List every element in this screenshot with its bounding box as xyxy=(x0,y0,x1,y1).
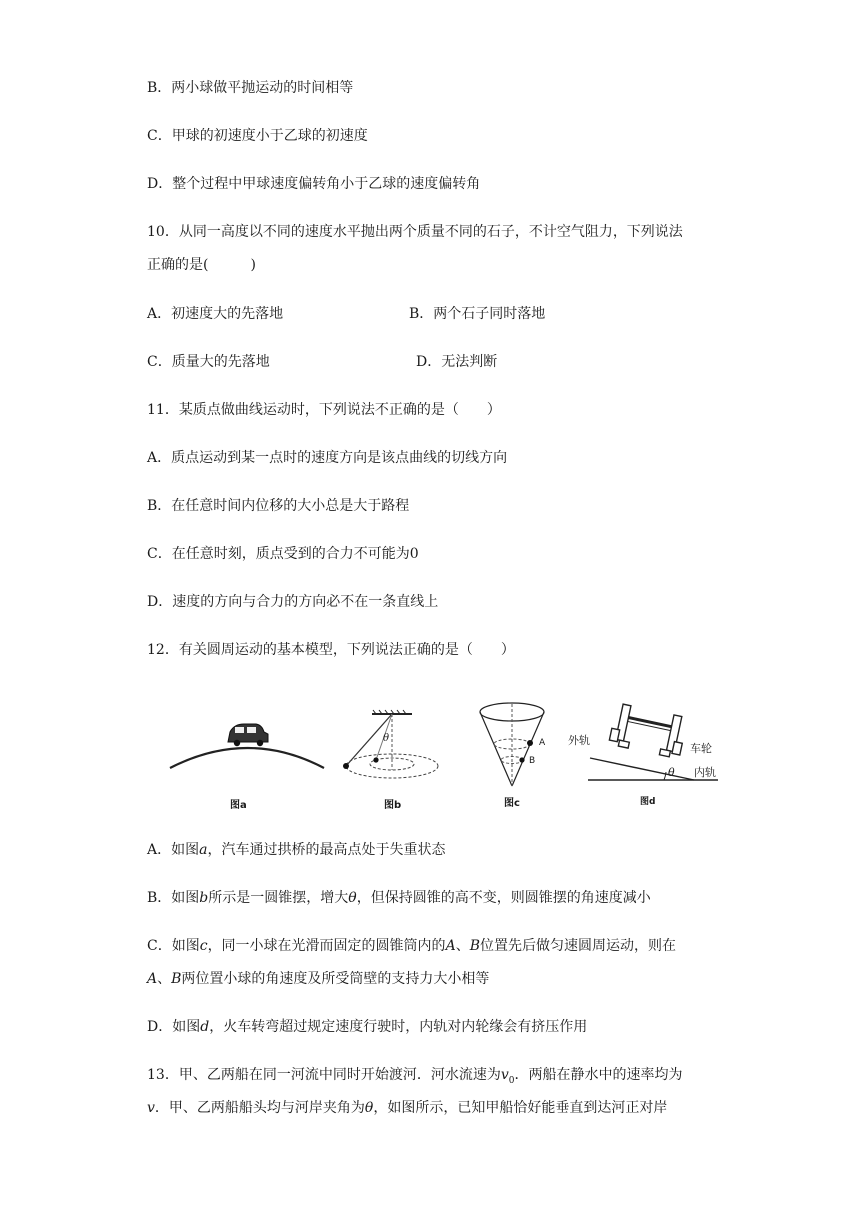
q13-v0: v xyxy=(500,1067,509,1083)
q12c2-text: 两位置小球的角速度及所受筒壁的支持力大小相等 xyxy=(181,971,490,987)
q13-stem-line1 xyxy=(147,1064,682,1086)
q12-option-c-line1 xyxy=(147,935,676,955)
q13-stem-line2 xyxy=(147,1097,667,1117)
q12-option-a xyxy=(147,839,445,859)
q10-option-c: C．质量大的先落地 xyxy=(147,354,270,370)
q13-text4: ，如图所示，已知甲船恰好能垂直到达河正对岸 xyxy=(373,1100,668,1116)
q12-stem: 12．有关圆周运动的基本模型，下列说法正确的是（ ） xyxy=(147,642,515,658)
figure-a-arch-bridge xyxy=(168,710,328,810)
q12b-prefix: B．如图 xyxy=(147,890,200,906)
q11-stem: 11．某质点做曲线运动时，下列说法不正确的是（ ） xyxy=(147,402,501,418)
q13-v: v xyxy=(147,1100,155,1116)
figure-b-theta-label: θ xyxy=(383,733,390,744)
conical-pendulum-icon xyxy=(332,708,447,810)
q12c2-b: B xyxy=(171,971,182,987)
q10-option-a: A．初速度大的先落地 xyxy=(147,306,284,322)
q12a-text: ，汽车通过拱桥的最高点处于失重状态 xyxy=(207,842,446,858)
q13-v0-sub: 0 xyxy=(508,1075,515,1086)
q12c-sep: 、 xyxy=(455,938,470,954)
q11-option-c: C．在任意时刻，质点受到的合力不可能为0 xyxy=(147,546,419,562)
q12-option-d xyxy=(147,1016,587,1036)
q13-theta: θ xyxy=(364,1100,374,1116)
figure-c-label-b: B xyxy=(529,756,536,766)
q10-stem-line1: 10．从同一高度以不同的速度水平抛出两个质量不同的石子，不计空气阻力，下列说法 xyxy=(147,224,683,240)
q11-option-d: D．速度的方向与合力的方向必不在一条直线上 xyxy=(147,594,439,610)
q10-option-b: B．两个石子同时落地 xyxy=(409,306,546,322)
q13-text2: ．两船在静水中的速率均为 xyxy=(514,1067,683,1083)
q12d-text: ，火车转弯超过规定速度行驶时，内轨对内轮缘会有挤压作用 xyxy=(209,1019,588,1035)
q11-option-b: B．在任意时间内位移的大小总是大于路程 xyxy=(147,498,410,514)
q12c-var: c xyxy=(199,938,208,954)
q12b-text2: ，但保持圆锥的高不变，则圆锥摆的角速度减小 xyxy=(356,890,651,906)
figure-d-inner-rail-label: 内轨 xyxy=(694,766,716,779)
q12c-a: A xyxy=(445,938,456,954)
q12b-var: b xyxy=(199,890,209,906)
q12c2-sep: 、 xyxy=(157,971,172,987)
figure-d-caption: 图d xyxy=(640,797,656,807)
figure-d-banked-track xyxy=(568,700,728,810)
q10-stem-line2: 正确的是( ) xyxy=(147,257,256,273)
q9-option-c: C．甲球的初速度小于乙球的初速度 xyxy=(147,128,368,144)
figure-c-label-a: A xyxy=(539,738,546,748)
q12d-var: d xyxy=(200,1019,210,1035)
q12a-prefix: A．如图 xyxy=(147,842,200,858)
figure-a-caption: 图a xyxy=(230,800,247,811)
arch-bridge-car-icon xyxy=(168,710,328,810)
q13-text1: 13．甲、乙两船在同一河流中同时开始渡河．河水流速为 xyxy=(147,1067,501,1083)
q12a-var: a xyxy=(199,842,208,858)
q12-option-c-line2 xyxy=(147,968,489,988)
figure-d-theta-label: θ xyxy=(668,766,675,779)
q12-option-b xyxy=(147,887,651,907)
q9-option-d: D．整个过程中甲球速度偏转角小于乙球的速度偏转角 xyxy=(147,176,481,192)
figure-b-caption: 图b xyxy=(384,800,402,811)
q12b-theta: θ xyxy=(348,890,357,906)
q9-option-b: B．两小球做平抛运动的时间相等 xyxy=(147,80,354,96)
q12c2-a: A xyxy=(147,971,158,987)
figure-b-conical-pendulum xyxy=(332,708,447,810)
q12b-text1: 所示是一圆锥摆，增大 xyxy=(208,890,349,906)
q11-option-a: A．质点运动到某一点时的速度方向是该点曲线的切线方向 xyxy=(147,450,508,466)
figure-d-wheel-label: 车轮 xyxy=(690,742,712,755)
q12c-prefix: C．如图 xyxy=(147,938,200,954)
figure-d-outer-rail-label: 外轨 xyxy=(568,734,590,747)
q10-option-d: D．无法判断 xyxy=(416,354,498,370)
q12c-text1: ，同一小球在光滑而固定的圆锥筒内的 xyxy=(207,938,446,954)
figure-c-caption: 图c xyxy=(504,798,520,809)
q12d-prefix: D．如图 xyxy=(147,1019,201,1035)
figure-c-cone xyxy=(472,698,562,810)
q12c-text2: 位置先后做匀速圆周运动，则在 xyxy=(479,938,676,954)
q12c-b: B xyxy=(469,938,480,954)
q13-text3: ．甲、乙两船船头均与河岸夹角为 xyxy=(154,1100,365,1116)
